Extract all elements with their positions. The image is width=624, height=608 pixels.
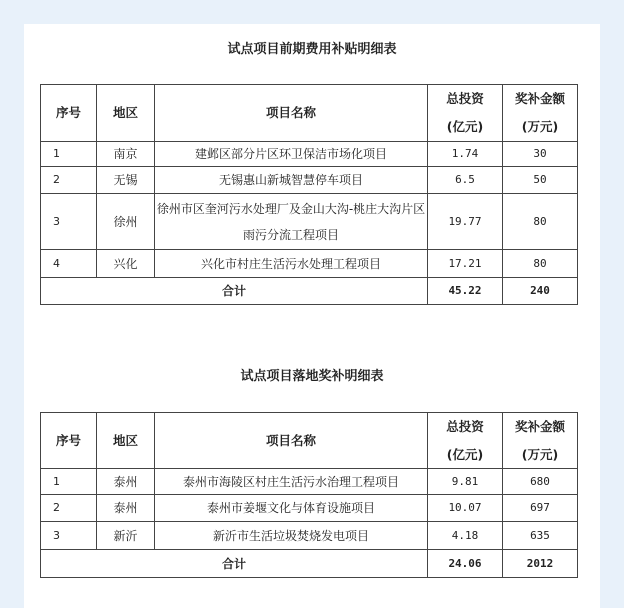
cell-total-label: 合计 xyxy=(41,550,428,578)
header-region: 地区 xyxy=(97,85,155,142)
table2-header-row xyxy=(41,413,578,469)
cell-total-investment: 24.06 xyxy=(428,550,503,578)
header-seq: 序号 xyxy=(41,413,97,469)
cell-project-name: 徐州市区奎河污水处理厂及金山大沟-桃庄大沟片区雨污分流工程项目 xyxy=(155,194,428,250)
cell-reward: 635 xyxy=(503,522,578,550)
cell-project-name: 泰州市姜堰文化与体育设施项目 xyxy=(155,495,428,522)
header-reward-unit: (万元) xyxy=(521,119,559,134)
cell-region: 新沂 xyxy=(97,522,155,550)
cell-seq: 4 xyxy=(41,250,97,278)
table1-title: 试点项目前期费用补贴明细表 xyxy=(227,42,397,57)
header-project-name: 项目名称 xyxy=(155,413,428,469)
cell-region: 泰州 xyxy=(97,469,155,495)
cell-reward: 80 xyxy=(503,250,578,278)
cell-reward: 80 xyxy=(503,194,578,250)
cell-reward: 680 xyxy=(503,469,578,495)
cell-seq: 3 xyxy=(41,522,97,550)
cell-region: 兴化 xyxy=(97,250,155,278)
cell-total-investment: 45.22 xyxy=(428,278,503,305)
table1-subsidy-details xyxy=(40,84,578,305)
cell-seq: 3 xyxy=(41,194,97,250)
table2-landing-reward-details xyxy=(40,412,578,578)
table-row xyxy=(41,250,578,278)
cell-investment: 1.74 xyxy=(428,142,503,167)
header-reward-amount xyxy=(503,85,578,142)
cell-total-label: 合计 xyxy=(41,278,428,305)
cell-region: 南京 xyxy=(97,142,155,167)
table2-total-row xyxy=(41,550,578,578)
cell-investment: 6.5 xyxy=(428,167,503,194)
document-page xyxy=(24,24,600,608)
table-row xyxy=(41,167,578,194)
table1-header-row xyxy=(41,85,578,142)
cell-region: 泰州 xyxy=(97,495,155,522)
header-project-name: 项目名称 xyxy=(155,85,428,142)
table-row xyxy=(41,469,578,495)
table-row xyxy=(41,194,578,250)
cell-total-reward: 240 xyxy=(503,278,578,305)
table1-total-row xyxy=(41,278,578,305)
cell-reward: 697 xyxy=(503,495,578,522)
header-total-investment xyxy=(428,413,503,469)
cell-region: 无锡 xyxy=(97,167,155,194)
cell-reward: 30 xyxy=(503,142,578,167)
header-region: 地区 xyxy=(97,413,155,469)
cell-seq: 2 xyxy=(41,167,97,194)
header-reward-label: 奖补金额 xyxy=(514,418,565,434)
cell-project-name: 兴化市村庄生活污水处理工程项目 xyxy=(155,250,428,278)
cell-investment: 10.07 xyxy=(428,495,503,522)
cell-investment: 4.18 xyxy=(428,522,503,550)
cell-project-name: 无锡惠山新城智慧停车项目 xyxy=(155,167,428,194)
header-total-investment xyxy=(428,85,503,142)
cell-seq: 2 xyxy=(41,495,97,522)
header-reward-label: 奖补金额 xyxy=(514,91,565,106)
header-reward-amount xyxy=(503,413,578,469)
cell-region: 徐州 xyxy=(97,194,155,250)
cell-investment: 19.77 xyxy=(428,194,503,250)
cell-project-name: 建邺区部分片区环卫保洁市场化项目 xyxy=(155,142,428,167)
header-investment-unit: (亿元) xyxy=(446,119,484,134)
header-investment-unit: (亿元) xyxy=(446,446,484,462)
header-seq: 序号 xyxy=(41,85,97,142)
table-row xyxy=(41,495,578,522)
table2-title: 试点项目落地奖补明细表 xyxy=(240,369,384,384)
cell-project-name: 新沂市生活垃圾焚烧发电项目 xyxy=(155,522,428,550)
cell-total-reward: 2012 xyxy=(503,550,578,578)
table-row xyxy=(41,142,578,167)
cell-investment: 17.21 xyxy=(428,250,503,278)
cell-seq: 1 xyxy=(41,469,97,495)
header-reward-unit: (万元) xyxy=(521,446,559,462)
cell-seq: 1 xyxy=(41,142,97,167)
cell-reward: 50 xyxy=(503,167,578,194)
table-row xyxy=(41,522,578,550)
cell-investment: 9.81 xyxy=(428,469,503,495)
cell-project-name: 泰州市海陵区村庄生活污水治理工程项目 xyxy=(155,469,428,495)
header-investment-label: 总投资 xyxy=(446,418,484,434)
header-investment-label: 总投资 xyxy=(446,91,484,106)
